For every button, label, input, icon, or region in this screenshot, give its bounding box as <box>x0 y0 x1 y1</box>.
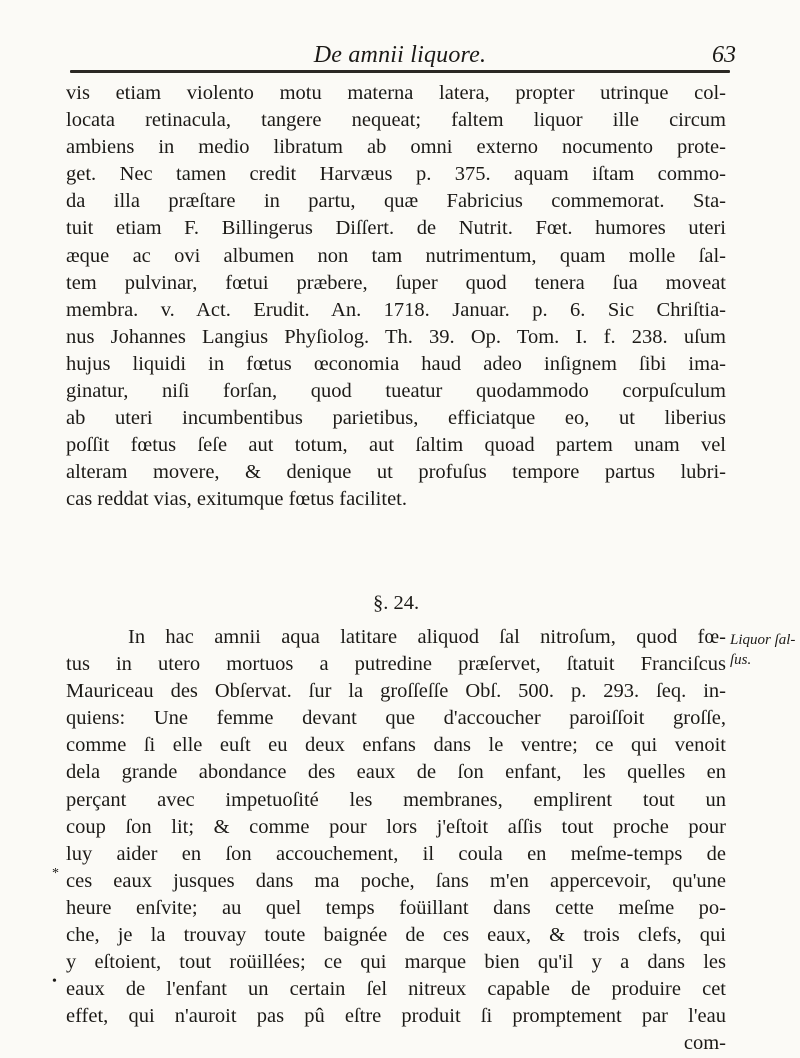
text-line: get. Nec tamen credit Harvæus p. 375. aquam iſtam commo- <box>66 163 726 186</box>
asterisk-mark: * <box>52 866 59 881</box>
text-line: tuit etiam F. Billingerus Diſſert. de Nutrit. Fœt. humores uteri <box>66 217 726 240</box>
text-line: poſſit fœtus ſeſe aut totum, aut ſaltim quoad partem unam vel <box>66 434 726 457</box>
text-line: comme ſi elle euſt eu deux enfans dans le ventre; ce qui venoit <box>66 734 726 757</box>
text-line: hujus liquidi in fœtus œconomia haud adeo inſignem ſibi ima- <box>66 352 726 375</box>
text-line: ginatur, niſi forſan, quod tueatur quodammodo corpuſculum <box>66 380 726 403</box>
text-line: coup ſon lit; & comme pour lors j'eſtoit aſſis tout proche pour <box>66 815 726 838</box>
bullet-mark: • <box>52 974 57 989</box>
margin-note-line: ſus. <box>730 652 752 668</box>
running-head <box>50 42 750 68</box>
page-number: 63 <box>712 42 736 68</box>
text-line: ab uteri incumbentibus parietibus, efficiatque eo, ut liberius <box>66 407 726 430</box>
paragraph-2 <box>66 624 726 1058</box>
text-line: alteram movere, & denique ut profuſus tempore partus lubri- <box>66 461 726 484</box>
running-title: De amnii liquore. <box>313 42 487 68</box>
text-line: tem pulvinar, fœtui præbere, ſuper quod tenera ſua moveat <box>66 271 726 294</box>
text-line: vis etiam violento motu materna latera, propter utrinque col- <box>66 82 726 104</box>
paragraph-1 <box>66 80 726 514</box>
text-line: cas reddat vias, exitumque fœtus facilitet. <box>66 488 407 511</box>
text-line: quiens: Une femme devant que d'accoucher paroiſſoit groſſe, <box>66 707 726 730</box>
text-line: luy aider en ſon accouchement, il coula en meſme-temps de <box>66 842 726 865</box>
text-line: membra. v. Act. Erudit. An. 1718. Januar. p. 6. Sic Chriſtia- <box>66 298 726 321</box>
margin-note-line: Liquor ſal- <box>730 632 796 648</box>
text-line: eaux de l'enfant un certain ſel nitreux capable de produire cet <box>66 978 726 1001</box>
text-line: tus in utero mortuos a putredine præſervet, ſtatuit Franciſcus <box>66 653 726 676</box>
text-line: che, je la trouvay toute baignée de ces eaux, & trois clefs, qui <box>66 924 726 947</box>
text-line: nus Johannes Langius Phyſiolog. Th. 39. Op. Tom. I. f. 238. uſum <box>66 325 726 348</box>
text-line: locata retinacula, tangere nequeat; faltem liquor ille circum <box>66 109 726 132</box>
catchword: com- <box>683 1032 726 1055</box>
section-number: §. 24. <box>372 592 420 614</box>
text-line: ambiens in medio libratum ab omni externo nocumento prote- <box>66 136 726 159</box>
text-line: Mauriceau des Obſervat. ſur la groſſeſſe Obſ. 500. p. 293. ſeq. in- <box>66 680 726 703</box>
text-line: ces eaux jusques dans ma poche, ſans m'en appercevoir, qu'une <box>66 869 726 892</box>
text-line: In hac amnii aqua latitare aliquod ſal nitroſum, quod fœ- <box>128 626 726 648</box>
text-line: dela grande abondance des eaux de ſon enfant, les quelles en <box>66 761 726 784</box>
margin-note <box>730 630 795 670</box>
text-line: y eſtoient, tout roüillées; ce qui marque bien qu'il y a dans les <box>66 951 726 974</box>
text-line: perçant avec impetuoſité les membranes, emplirent tout un <box>66 788 726 811</box>
text-line: effet, qui n'auroit pas pû eſtre produit ſi promptement par l'eau <box>66 1005 726 1028</box>
text-line: æque ac ovi albumen non tam nutrimentum, quam molle ſal- <box>66 244 726 267</box>
header-rule <box>70 70 730 73</box>
text-line: heure enſvite; au quel temps foüillant dans cette meſme po- <box>66 896 726 919</box>
text-line: da illa præſtare in partu, quæ Fabricius commemorat. Sta- <box>66 190 726 213</box>
